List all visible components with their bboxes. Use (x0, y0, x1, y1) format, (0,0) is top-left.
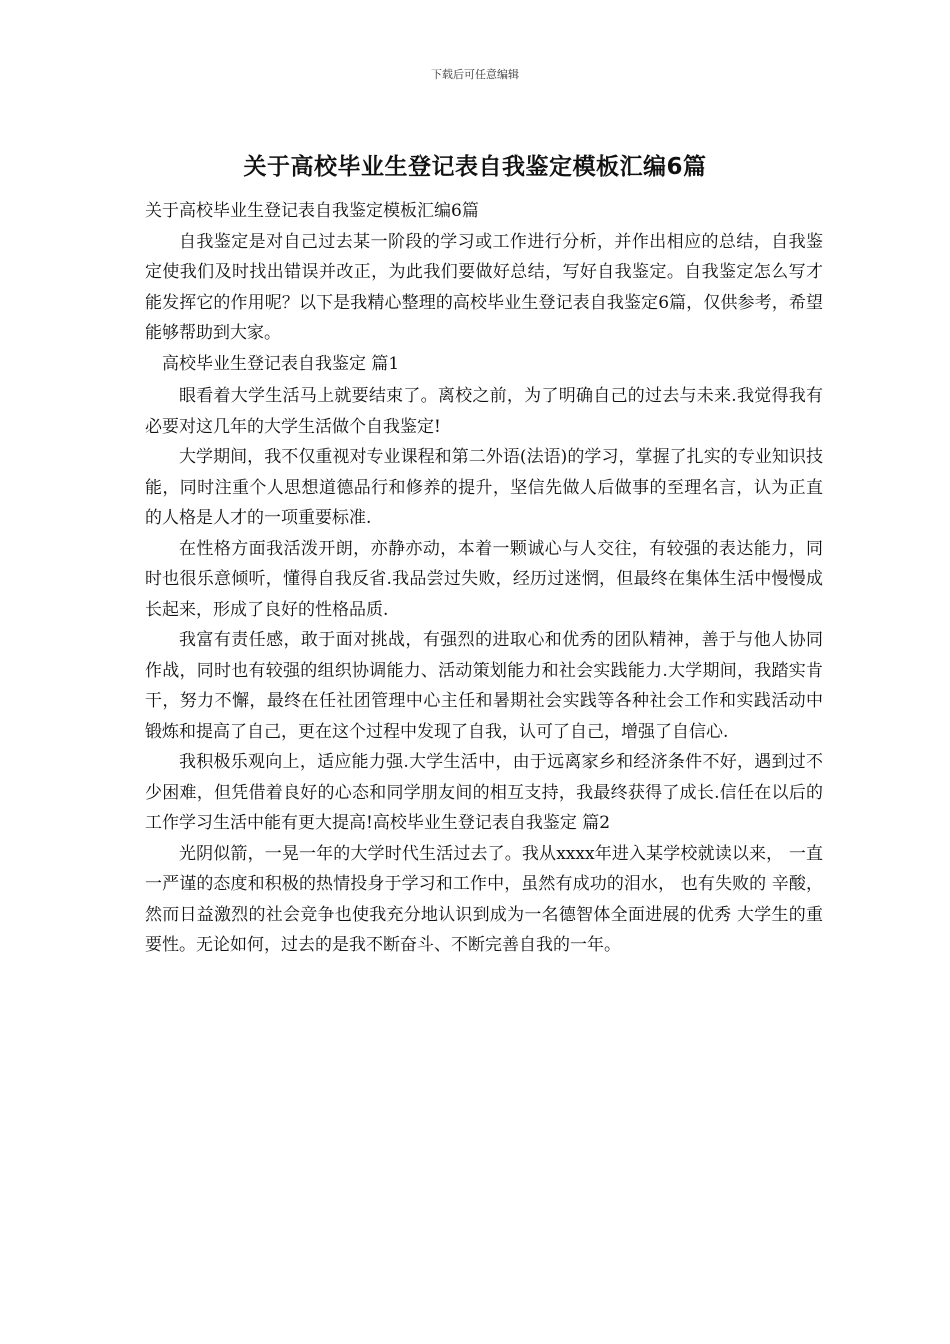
body-paragraph: 大学期间，我不仅重视对专业课程和第二外语(法语)的学习，掌握了扎实的专业知识技能，同时注重个人思想道德品行和修养的提升，坚信先做人后做事的至理名言，认为正直的人格是人才的一项重要标准. (145, 447, 823, 528)
body-paragraph: 光阴似箭，一晃一年的大学时代生活过去了。我从xxxx年进入某学校就读以来， 一直一严谨的态度和积极的热情投身于学习和工作中，虽然有成功的泪水， 也有失败的 辛酸，然而日益激烈的社会竞争也使我充分地认识到成为一名德智体全面进展的优秀 大学生的重要性。无论如何，过去的是我不断奋斗、不断完善自我的一年。 (145, 843, 823, 955)
document-title: 关于高校毕业生登记表自我鉴定模板汇编6篇 (243, 154, 707, 180)
body-paragraph: 在性格方面我活泼开朗，亦静亦动，本着一颗诚心与人交往，有较强的表达能力，同时也很乐意倾听，懂得自我反省.我品尝过失败，经历过迷惘，但最终在集体生活中慢慢成长起来，形成了良好的性格品质. (145, 538, 823, 620)
intro-paragraph: 自我鉴定是对自己过去某一阶段的学习或工作进行分析，并作出相应的总结，自我鉴定使我们及时找出错误并改正，为此我们要做好总结，写好自我鉴定。自我鉴定怎么写才能发挥它的作用呢？以下是我精心整理的高校毕业生登记表自我鉴定6篇，仅供参考，希望能够帮助到大家。 (145, 231, 823, 343)
body-paragraph: 眼看着大学生活马上就要结束了。离校之前，为了明确自己的过去与未来.我觉得我有必要对这几年的大学生活做个自我鉴定! (145, 386, 823, 437)
header-note: 下载后可任意编辑 (431, 68, 519, 81)
body-paragraph: 我富有责任感，敢于面对挑战，有强烈的进取心和优秀的团队精神，善于与他人协同作战，同时也有较强的组织协调能力、活动策划能力和社会实践能力.大学期间，我踏实肯干，努力不懈，最终在任社团管理中心主任和暑期社会实践等各种社会工作和实践活动中锻炼和提高了自己，更在这个过程中发现了自我，认可了自己，增强了自信心. (145, 630, 823, 742)
subtitle-paragraph: 关于高校毕业生登记表自我鉴定模板汇编6篇 (145, 201, 479, 221)
document-body (145, 196, 823, 961)
section-heading-1: 高校毕业生登记表自我鉴定 篇1 (162, 353, 400, 374)
body-paragraph: 我积极乐观向上，适应能力强.大学生活中，由于远离家乡和经济条件不好，遇到过不少困难，但凭借着良好的心态和同学朋友间的相互支持，我最终获得了成长.信任在以后的工作学习生活中能有更大提高!高校毕业生登记表自我鉴定 篇2 (145, 752, 823, 833)
